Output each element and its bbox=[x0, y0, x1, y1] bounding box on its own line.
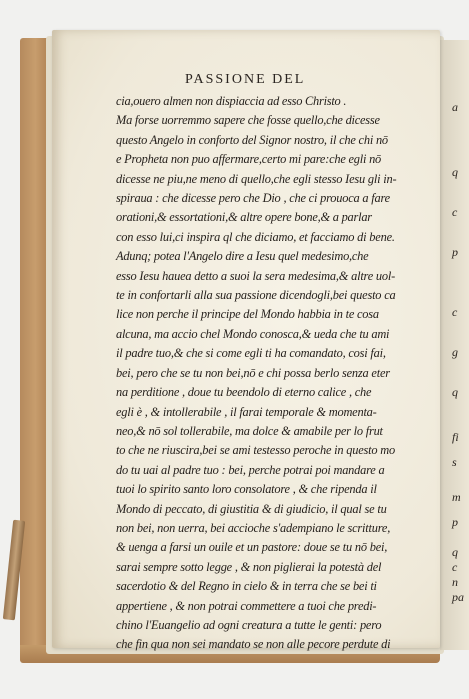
facing-page-fragment: p bbox=[452, 515, 458, 529]
page-header: PASSIONE DEL bbox=[185, 72, 306, 87]
facing-page-fragment: n bbox=[452, 575, 458, 589]
text-line: non bei, non uerra, bei accioche s'adempiano le scritture, bbox=[116, 520, 391, 535]
text-line: Ma forse uorremmo sapere che fosse quello,che dicesse bbox=[116, 113, 380, 128]
text-line: orationi,& essortationi,& altre opere bone,& a parlar bbox=[116, 210, 372, 225]
facing-page-fragment: p bbox=[452, 245, 458, 259]
text-line: alcuna, ma accio chel Mondo conosca,& ueda che tu ami bbox=[116, 326, 390, 341]
text-line: egli è , & intollerabile , il farai temporale & momenta- bbox=[116, 404, 377, 419]
text-line: esso Iesu hauea detto a suoi la sera medesima,& altre uol- bbox=[116, 268, 396, 283]
text-line: appertiene , & non potrai commettere a tuoi che predi- bbox=[116, 598, 377, 613]
text-line: sacerdotio & del Regno in cielo & in terra che se bei ti bbox=[116, 579, 377, 594]
facing-page-fragment: m bbox=[452, 490, 461, 504]
text-line: questo Angelo in conforto del Signor nostro, il che chi nō bbox=[116, 132, 388, 147]
facing-page-fragment: q bbox=[452, 545, 458, 559]
facing-page-fragment: a bbox=[452, 100, 458, 114]
text-line: cia,ouero almen non dispiaccia ad esso Christo . bbox=[116, 94, 347, 108]
facing-page-fragment: c bbox=[452, 560, 458, 574]
facing-page-fragment: pa bbox=[452, 590, 464, 604]
text-line: e Propheta non puo affermare,certo mi pare:che egli nō bbox=[116, 152, 382, 167]
facing-page-fragment: s bbox=[452, 455, 457, 469]
text-line: neo,& nō sol tollerabile, ma dolce & amabile per lo frut bbox=[116, 423, 383, 438]
facing-page-fragment: q bbox=[452, 385, 458, 399]
text-line: to che ne riuscira,bei se ami testesso peroche in questo mo bbox=[116, 443, 396, 458]
text-line: lice non perche il principe del Mondo habbia in te cosa bbox=[116, 307, 379, 322]
text-line: tuoi lo spirito santo loro consolatore , & che ripenda il bbox=[116, 482, 377, 497]
facing-page-fragment: fi bbox=[452, 430, 459, 444]
text-line: chino l'Euangelio ad ogni creatura a tutte le genti: pero bbox=[116, 617, 382, 632]
facing-page-fragment: c bbox=[452, 305, 458, 319]
facing-page-fragment: g bbox=[452, 345, 458, 359]
text-line: dicesse ne piu,ne meno di quello,che egli stesso Iesu gli in- bbox=[116, 171, 397, 186]
text-line: il padre tuo,& che si come egli ti ha comandato, cosi fai, bbox=[116, 346, 386, 361]
text-line: & uenga a farsi un ouile et un pastore: doue se tu nō bei, bbox=[116, 540, 388, 555]
text-line: do tu uai al padre tuo : bei, perche potrai poi mandare a bbox=[116, 462, 385, 477]
facing-page-fragment: q bbox=[452, 165, 458, 179]
text-line: Adunq; potea l'Angelo dire a Iesu quel medesimo,che bbox=[116, 249, 369, 264]
text-line: con esso lui,ci inspira ql che diciamo, et facciamo di bene. bbox=[116, 229, 395, 244]
text-line: Mondo di peccato, di giustitia & di giudicio, il qual se tu bbox=[116, 501, 387, 516]
text-line: bei, pero che se tu non bei,nō e chi possa berlo senza eter bbox=[116, 365, 390, 380]
facing-page-fragment: c bbox=[452, 205, 458, 219]
text-line: spiraua : che dicesse pero che Dio , che ci prouoca a fare bbox=[116, 191, 390, 206]
text-line: na perditione , doue tu beendolo di eterno calice , che bbox=[116, 385, 372, 400]
page-body-text bbox=[116, 92, 446, 655]
text-line: che fin qua non sei mandato se non alle pecore perdute di bbox=[116, 637, 391, 652]
text-line: sarai sempre sotto legge , & non piglierai la potestà del bbox=[116, 559, 382, 574]
text-line: te in confortarli alla sua passione dicendogli,bei questo ca bbox=[116, 288, 396, 303]
